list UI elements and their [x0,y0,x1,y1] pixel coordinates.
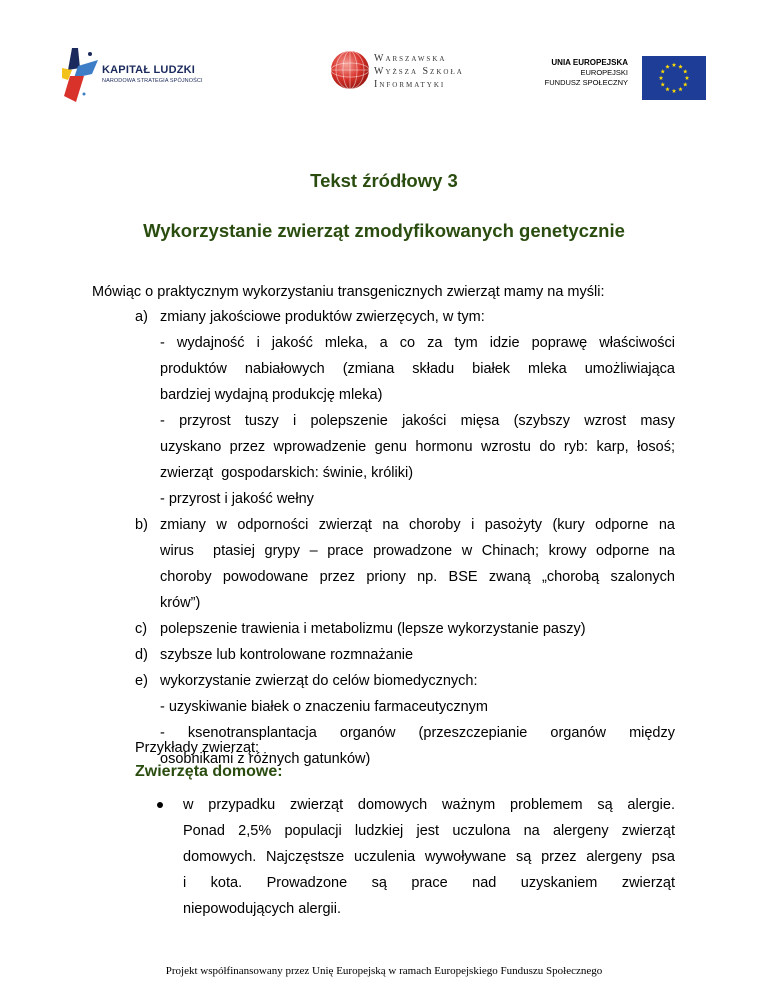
list-item-subline: - przyrost tuszy i polepszenie jakości mięsa (szybszy wzrost masy [160,413,675,429]
list-marker: c) [135,621,148,637]
document-title: Tekst źródłowy 3 [310,170,458,191]
uses-list [135,304,675,772]
eu-star-icon [678,87,683,91]
document-subtitle: Wykorzystanie zwierząt zmodyfikowanych genetycznie [143,220,625,241]
page-header [0,0,768,130]
eu-line-2: EUROPEJSKI [580,68,628,77]
eu-logo [534,56,710,100]
list-item-text: szybsze lub kontrolowane rozmnażanie [160,647,414,663]
eu-line-1: UNIA EUROPEJSKA [551,58,628,67]
list-item-line: krów”) [160,595,201,611]
eu-star-icon [683,69,688,73]
wwsi-name [374,52,464,91]
bullet-item [157,792,675,922]
list-item-line: wirus ptasiej grypy – prace prowadzone w Chinach; krowy odporne na [160,543,675,559]
kapital-ludzki-title: KAPITAŁ LUDZKI [102,64,196,76]
list-item-subline: produktów nabiałowych (zmiana składu białek mleka umożliwiająca [160,361,675,377]
eu-star-icon [672,89,677,93]
list-item-d [135,642,675,668]
list-marker: d) [135,647,148,663]
list-item-subline: uzyskano przez wprowadzenie genu hormonu wzrostu do ryb: karp, łosoś; [160,439,675,455]
list-item-subline: zwierząt gospodarskich: świnie, króliki) [160,465,414,481]
eu-stars-icon [642,56,706,100]
wwsi-line-2: Wyższa Szkoła [374,66,464,77]
bullet-line: Ponad 2,5% populacji ludzkiej jest uczulona na alergeny zwierząt [183,823,675,839]
list-marker: a) [135,309,148,325]
bullet-line: i kota. Prowadzone są prace nad uzyskaniem zwierząt [183,875,675,891]
section-heading: Zwierzęta domowe: [135,763,283,780]
eu-star-icon [678,64,683,68]
list-item-b [135,512,675,616]
eu-star-icon [660,82,665,86]
eu-star-icon [665,87,670,91]
bullet-line: niepowodujących alergii. [183,901,341,917]
kapital-ludzki-star-icon [62,46,102,104]
intro-paragraph: Mówiąc o praktycznym wykorzystaniu transgenicznych zwierząt mamy na myśli: [92,284,605,300]
list-item-text: wykorzystanie zwierząt do celów biomedycznych: [160,673,478,689]
list-item-subline: osobnikami z różnych gatunków) [160,751,371,767]
list-item-c [135,616,675,642]
list-item-text: polepszenie trawienia i metabolizmu (lepsze wykorzystanie paszy) [160,621,586,637]
list-item-line: zmiany w odporności zwierząt na choroby i pasożyty (kury odporne na [160,517,675,533]
examples-label: Przykłady zwierząt: [135,740,260,756]
wwsi-line-1: Warszawska [374,53,447,64]
eu-star-icon [659,76,664,80]
eu-star-icon [683,82,688,86]
list-item-line: choroby powodowane przez priony np. BSE zwaną „chorobą szalonych [160,569,675,585]
bullet-text [183,792,675,922]
wwsi-logo [330,50,490,98]
bullet-line: domowych. Najczęstsze uczulenia wywoływane są przez alergeny psa [183,849,675,865]
list-marker: e) [135,673,148,689]
bullet-line: w przypadku zwierząt domowych ważnym problemem są alergie. [183,797,675,813]
eu-star-icon [660,69,665,73]
eu-star-icon [672,63,677,67]
page-footer: Projekt współfinansowany przez Unię Europejską w ramach Europejskiego Funduszu Społecznego [165,965,603,977]
list-item-text: zmiany jakościowe produktów zwierzęcych, w tym: [160,309,485,325]
list-item-subline: bardziej wydajną produkcję mleka) [160,387,383,403]
list-item-subline: - przyrost i jakość wełny [160,491,314,507]
list-item-a [135,304,675,512]
eu-line-3: FUNDUSZ SPOŁECZNY [544,78,628,87]
list-marker: b) [135,517,148,533]
kapital-ludzki-subtitle: NARODOWA STRATEGIA SPÓJNOŚCI [102,78,203,84]
bullet-dot-icon [157,802,163,808]
wwsi-line-3: Informatyki [374,79,446,90]
eu-text [534,58,628,88]
list-item-subline: - wydajność i jakość mleka, a co za tym idzie poprawę właściwości [160,335,675,351]
wwsi-globe-icon [330,50,370,90]
eu-star-icon [685,76,690,80]
list-item-subline: - ksenotransplantacja organów (przeszczepianie organów między [160,725,675,741]
kapital-ludzki-logo [62,46,212,106]
eu-star-icon [665,64,670,68]
eu-flag-icon [642,56,706,100]
list-item-subline: - uzyskiwanie białek o znaczeniu farmaceutycznym [160,699,488,715]
